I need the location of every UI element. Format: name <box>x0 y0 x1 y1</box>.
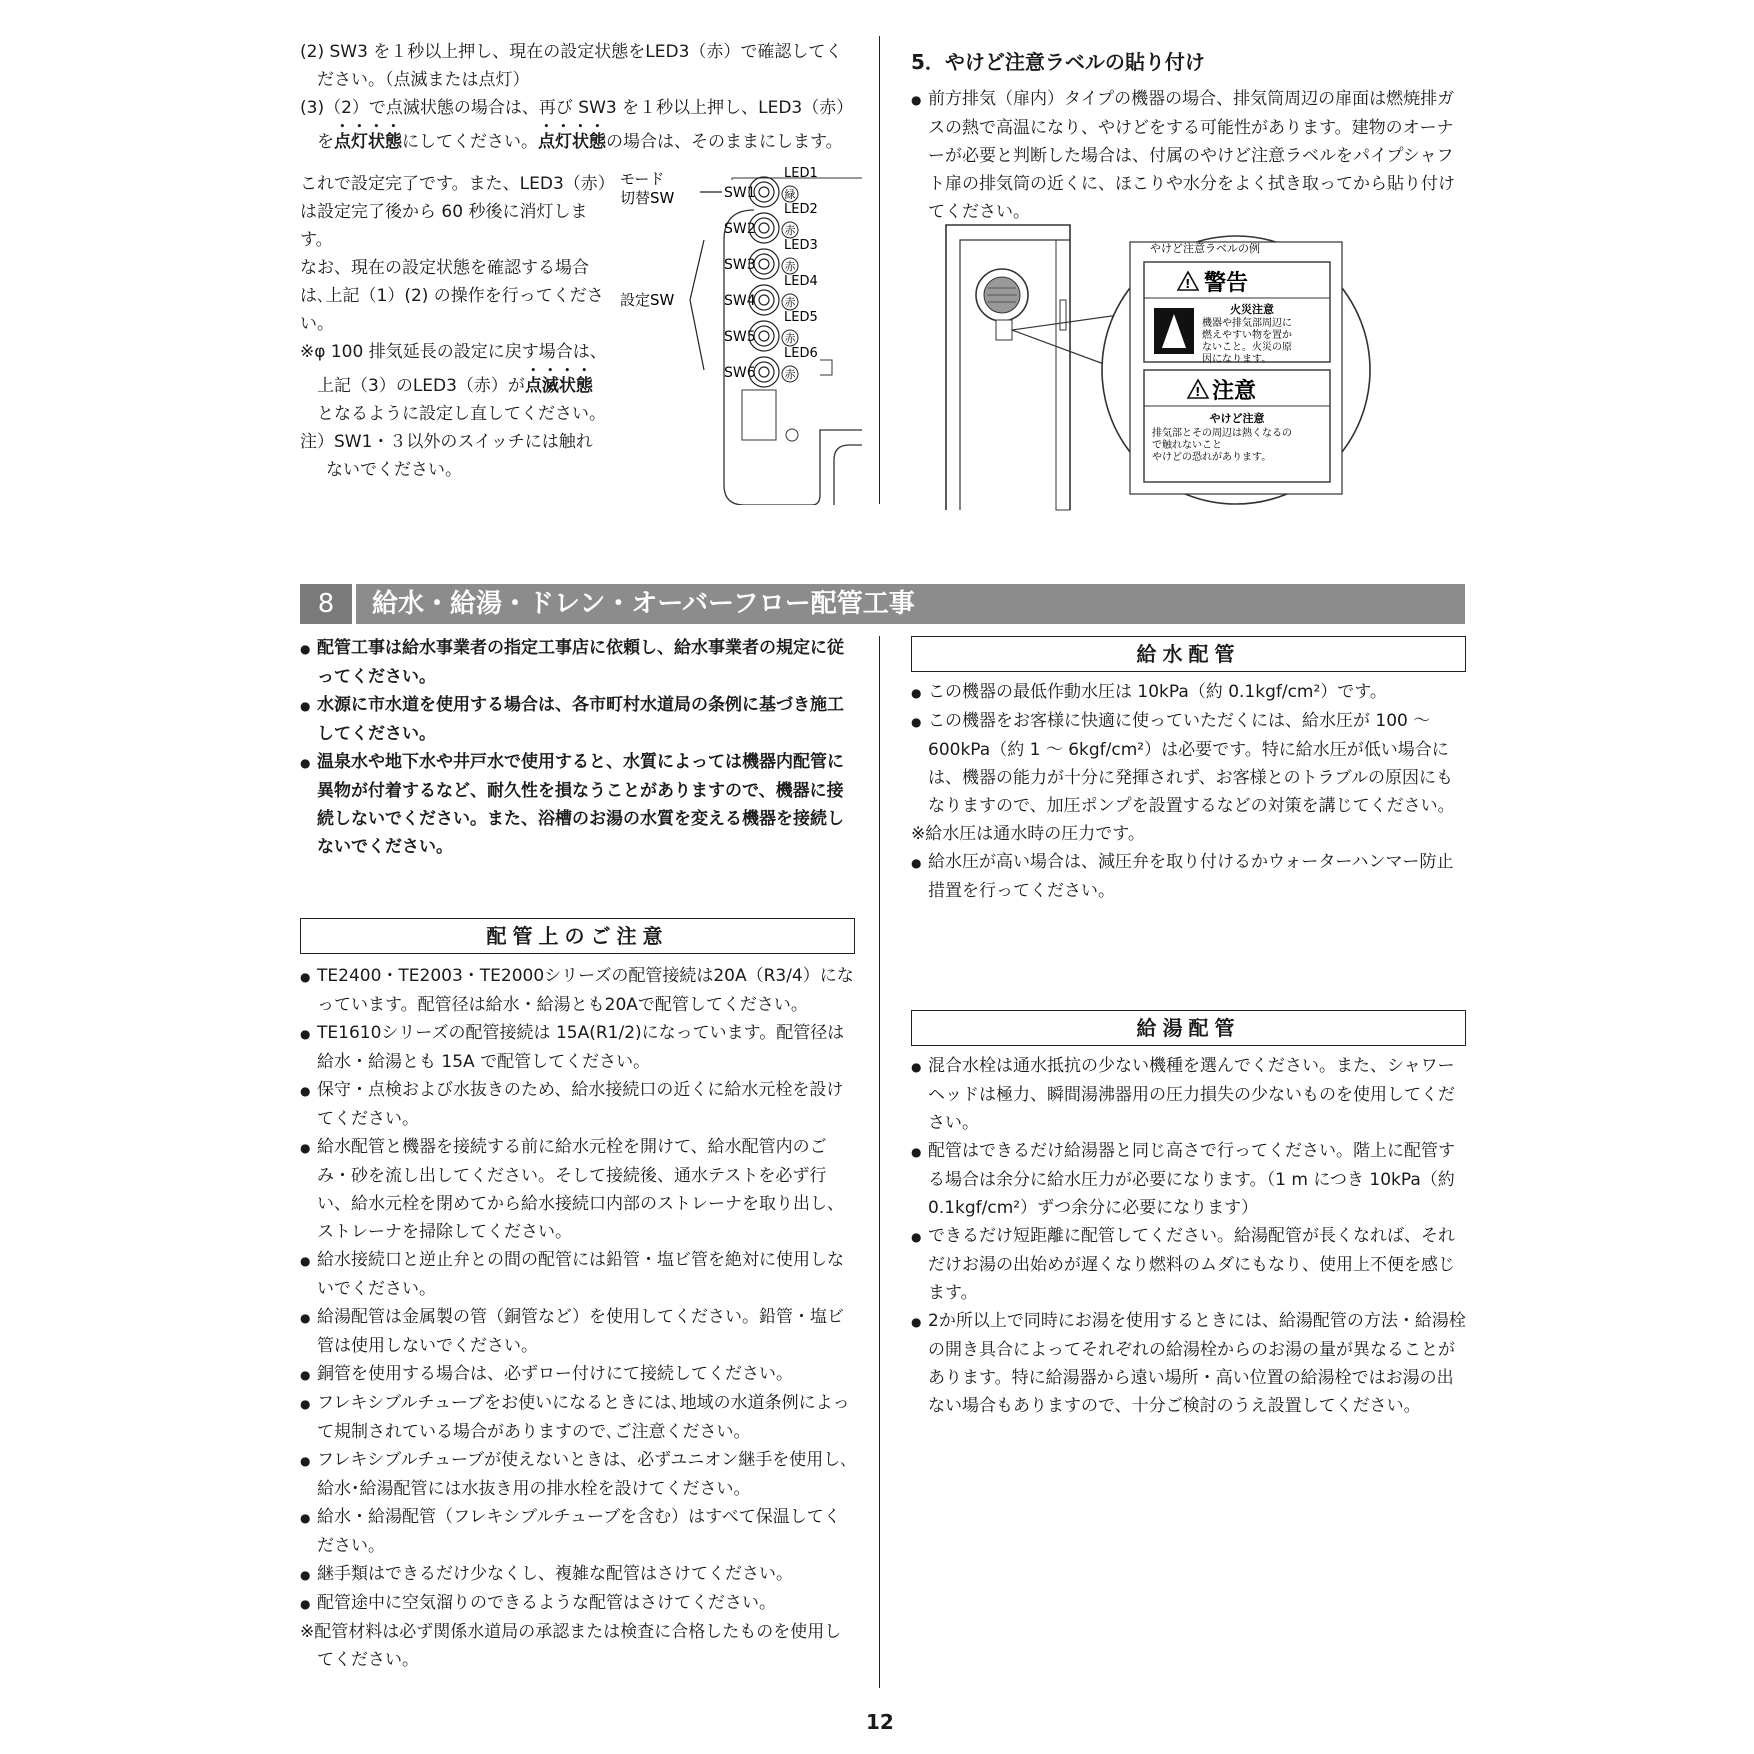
switch-label-3: SW3 <box>724 257 756 273</box>
led-color-2: 赤 <box>784 224 796 237</box>
section-8-header <box>300 584 1465 624</box>
warning-line-4: 因になります。 <box>1202 354 1272 365</box>
switch-knob-3 <box>754 254 774 274</box>
label-example-title: やけど注意ラベルの例 <box>1150 242 1260 255</box>
led-label-6: LED6 <box>784 346 818 361</box>
led-label-5: LED5 <box>784 310 818 325</box>
switch-label-1: SW1 <box>724 185 756 201</box>
piping-notes <box>300 962 856 1674</box>
setting-switch-label: 設定SW <box>620 291 675 309</box>
switch-knob-1 <box>754 182 774 202</box>
led-color-3: 赤 <box>784 260 796 273</box>
switch-knob-5 <box>754 326 774 346</box>
piping-note-10: ● 給水・給湯配管（フレキシブルチューブを含む）はすべて保温してください。 <box>300 1503 856 1560</box>
water-supply-item-2: ● この機器をお客様に快適に使っていただくには、給水圧が 100 ～ 600kPa（約 1 ～ 6kgf/cm²）は必要です。特に給水圧が低い場合には、機器の能力が十分に発揮されず、お客様とのトラブルの原因にもなりますので、加圧ポンプを設置するなどの対策を講じてください。 <box>911 707 1467 820</box>
section-title: 給水・給湯・ドレン・オーバーフロー配管工事 <box>372 589 915 619</box>
hot-water-item-4: ● 2か所以上で同時にお湯を使用するときには、給湯配管の方法・給湯栓の開き具合によってそれぞれの給湯栓からのお湯の量が異なることがあります。特に給湯器から遠い場所・高い位置の給湯栓ではお湯の出ない場合もありますので、十分ご検討のうえ設置してください。 <box>911 1307 1467 1420</box>
piping-note-3: ● 保守・点検および水抜きのため、給水接続口の近くに給水元栓を設けてください。 <box>300 1076 856 1133</box>
caution-line-3: やけどの恐れがあります。 <box>1152 452 1272 463</box>
warning-line-1: 機器や排気部周辺に <box>1202 318 1292 329</box>
hot-water-heading: 給湯配管 <box>911 1010 1466 1046</box>
switch-knob-5 <box>759 331 769 341</box>
warning-mark: ! <box>1185 277 1191 291</box>
switch-knob-1 <box>759 187 769 197</box>
hot-water-notes <box>911 1052 1467 1420</box>
led-label-4: LED4 <box>784 274 818 289</box>
water-supply-notes <box>911 678 1467 905</box>
top-column-divider <box>879 36 880 504</box>
bold-note-2: ● 水源に市水道を使用する場合は、各市町村水道局の条例に基づき施工してください。 <box>300 691 856 748</box>
piping-note-8: ● フレキシブルチューブをお使いになるときには､地域の水道条例によって規制されている場合がありますので､ご注意ください。 <box>300 1389 856 1446</box>
switch-knob-4 <box>754 290 774 310</box>
piping-note-9: ● フレキシブルチューブが使えないときは、必ずユニオン継手を使用し､給水･給湯配管には水抜き用の排水栓を設けてください。 <box>300 1446 856 1503</box>
hot-water-item-1: ● 混合水栓は通水抵抗の少ない機種を選んでください。また、シャワーヘッドは極力、瞬間湯沸器用の圧力損失の少ないものを使用してください。 <box>911 1052 1467 1137</box>
led-label-2: LED2 <box>784 202 818 217</box>
setting-steps <box>300 38 856 156</box>
step-3: (3)（2）で点滅状態の場合は、再び SW3 を１秒以上押し、LED3（赤）を点灯状態にしてください。点灯状態の場合は、そのままにします。 <box>300 98 854 152</box>
led-color-1: 緑 <box>784 188 796 201</box>
hot-water-item-2: ● 配管はできるだけ給湯器と同じ高さで行ってください。階上に配管する場合は余分に給水圧力が必要になります。（1 m につき 10kPa（約 0.1kgf/cm²）ずつ余分に必要になります） <box>911 1137 1467 1222</box>
water-pressure-note: ※給水圧は通水時の圧力です。 <box>911 824 1145 844</box>
switch-caution-note: 注）SW1・３以外のスイッチには触れないでください。 <box>300 432 593 480</box>
led-label-1: LED1 <box>784 166 818 181</box>
section-8-bold-notes <box>300 634 856 861</box>
setting-complete-text <box>300 170 608 484</box>
warning-line-2: 燃えやすい物を置か <box>1202 330 1292 341</box>
bold-note-1: ● 配管工事は給水事業者の指定工事店に依頼し、給水事業者の規定に従ってください。 <box>300 634 856 691</box>
piping-note-6: ● 給湯配管は金属製の管（銅管など）を使用してください。鉛管・塩ビ管は使用しないでください。 <box>300 1303 856 1360</box>
piping-note-4: ● 給水配管と機器を接続する前に給水元栓を開けて、給水配管内のごみ・砂を流し出してください。そして接続後、通水テストを必ず行い、給水元栓を閉めてから給水接続口内部のストレーナを取り出し、ストレーナを掃除してください。 <box>300 1133 856 1246</box>
piping-note-7: ● 銅管を使用する場合は、必ずロー付けにて接続してください。 <box>300 1360 856 1389</box>
switch-knob-2 <box>759 223 769 233</box>
switch-panel-diagram <box>612 160 872 505</box>
burn-caution: やけど注意 <box>1209 412 1265 425</box>
water-supply-item-1: ● この機器の最低作動水圧は 10kPa（約 0.1kgf/cm²）です。 <box>911 678 1467 707</box>
bottom-column-divider <box>879 636 880 1688</box>
page-number: 12 <box>866 1710 894 1734</box>
switch-label-4: SW4 <box>724 293 756 309</box>
setting-complete-para: これで設定完了です。また、LED3（赤）は設定完了後から 60 秒後に消灯します。 <box>300 174 607 250</box>
check-status-para: なお、現在の設定状態を確認する場合は､上記（1）(2) の操作を行ってください。 <box>300 258 604 334</box>
door-label-diagram <box>940 220 1470 520</box>
exhaust-extension-note: ※φ 100 排気延長の設定に戻す場合は、上記（3）のLED3（赤）が点滅状態となるように設定し直してください。 <box>300 342 607 424</box>
switch-label-5: SW5 <box>724 329 756 345</box>
water-supply-item-3: ● 給水圧が高い場合は、減圧弁を取り付けるかウォーターハンマー防止措置を行ってください。 <box>911 848 1467 905</box>
caution-line-2: で触れないこと <box>1152 440 1222 451</box>
step-2: (2) SW3 を１秒以上押し、現在の設定状態をLED3（赤）で確認してください。（点滅または点灯） <box>300 42 843 90</box>
switch-label-6: SW6 <box>724 365 756 381</box>
piping-note-1: ● TE2400・TE2003・TE2000シリーズの配管接続は20A（R3/4）になっています。配管径は給水・給湯とも20Aで配管してください。 <box>300 962 856 1019</box>
section-number: 8 <box>300 584 356 624</box>
label-section-item: ● 前方排気（扉内）タイプの機器の場合、排気筒周辺の扉面は燃焼排ガスの熱で高温になり、やけどをする可能性があります。建物のオーナーが必要と判断した場合は、付属のやけど注意ラベルをパイプシャフト扉の排気筒の近くに、ほこりや水分をよく拭き取ってから貼り付けてください。 <box>911 85 1466 226</box>
led-color-5: 赤 <box>784 332 796 345</box>
caution-line-1: 排気部とその周辺は熱くなるの <box>1152 428 1292 439</box>
mode-switch-label-2: 切替SW <box>620 189 675 207</box>
piping-note-2: ● TE1610シリーズの配管接続は 15A(R1/2)になっています。配管径は給水・給湯とも 15A で配管してください。 <box>300 1019 856 1076</box>
label-section-title: 5．やけど注意ラベルの貼り付け <box>911 50 1205 74</box>
piping-note-5: ● 給水接続口と逆止弁との間の配管には鉛管・塩ビ管を絶対に使用しないでください。 <box>300 1246 856 1303</box>
switch-knob-4 <box>759 295 769 305</box>
switch-label-2: SW2 <box>724 221 756 237</box>
water-supply-heading: 給水配管 <box>911 636 1466 672</box>
fire-caution: 火災注意 <box>1230 303 1274 316</box>
warning-line-3: ないこと。火災の原 <box>1202 342 1292 353</box>
piping-material-note: ※配管材料は必ず関係水道局の承認または検査に合格したものを使用してください。 <box>300 1622 842 1670</box>
piping-note-12: ● 配管途中に空気溜りのできるような配管はさけてください。 <box>300 1589 856 1618</box>
switch-knob-6 <box>754 362 774 382</box>
bold-note-3: ● 温泉水や地下水や井戸水で使用すると、水質によっては機器内配管に異物が付着するなど、耐久性を損なうことがありますので、機器に接続しないでください。また、浴槽のお湯の水質を変える機器を接続しないでください。 <box>300 748 856 861</box>
caution-title: 注意 <box>1212 379 1257 404</box>
led-color-4: 赤 <box>784 296 796 309</box>
piping-notes-heading: 配管上のご注意 <box>300 918 855 954</box>
label-section-text <box>911 85 1466 226</box>
led-label-3: LED3 <box>784 238 818 253</box>
switch-knob-3 <box>759 259 769 269</box>
switch-knob-6 <box>759 367 769 377</box>
switch-knob-2 <box>754 218 774 238</box>
mode-switch-label: モード <box>620 170 665 188</box>
hot-water-item-3: ● できるだけ短距離に配管してください。給湯配管が長くなれば、それだけお湯の出始めが遅くなり燃料のムダにもなり、使用上不便を感じます。 <box>911 1222 1467 1307</box>
warning-title: 警告 <box>1204 271 1249 296</box>
piping-note-11: ● 継手類はできるだけ少なくし、複雑な配管はさけてください。 <box>300 1560 856 1589</box>
caution-mark: ! <box>1195 385 1201 399</box>
led-color-6: 赤 <box>784 368 796 381</box>
